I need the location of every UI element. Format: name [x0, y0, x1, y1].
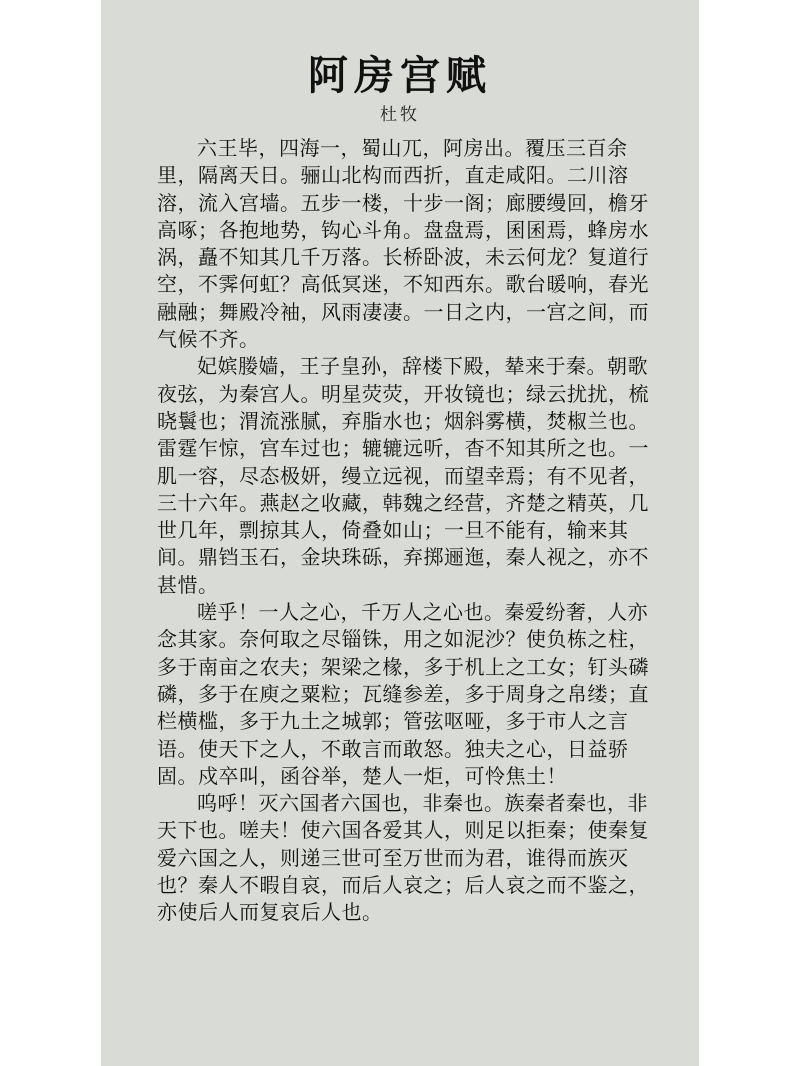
document-title: 阿房宫赋	[308, 52, 492, 99]
paragraph-3: 嗟乎！一人之心，千万人之心也。秦爱纷奢，人亦念其家。奈何取之尽锱铢，用之如泥沙？使负栋之柱，多于南亩之农夫；架梁之椽，多于机上之工女；钉头磷磷，多于在庾之粟粒；瓦缝参差，多于周身之帛缕；直栏横槛，多于九土之城郭；管弦呕哑，多于市人之言语。使天下之人，不敢言而敢怒。独夫之心，日益骄固。戍卒叫，函谷举，楚人一炬，可怜焦土！	[157, 600, 649, 788]
paragraph-2: 妃嫔媵嫱，王子皇孙，辞楼下殿，辇来于秦。朝歌夜弦，为秦宫人。明星荧荧，开妆镜也；绿云扰扰，梳晓鬟也；渭流涨腻，弃脂水也；烟斜雾横，焚椒兰也。雷霆乍惊，宫车过也；辘辘远听，杳不知其所之也。一肌一容，尽态极妍，缦立远视，而望幸焉；有不见者，三十六年。燕赵之收藏，韩魏之经营，齐楚之精英，几世几年，剽掠其人，倚叠如山；一旦不能有，输来其间。鼎铛玉石，金块珠砾，弃掷逦迤，秦人视之，亦不甚惜。	[157, 354, 649, 597]
paragraph-4: 呜呼！灭六国者六国也，非秦也。族秦者秦也，非天下也。嗟夫！使六国各爱其人，则足以拒秦；使秦复爱六国之人，则递三世可至万世而为君，谁得而族灭也？秦人不暇自哀，而后人哀之；后人哀之而不鉴之，亦使后人而复哀后人也。	[157, 791, 649, 925]
document-body	[157, 135, 652, 927]
paragraph-1: 六王毕，四海一，蜀山兀，阿房出。覆压三百余里，隔离天日。骊山北构而西折，直走咸阳。二川溶溶，流入宫墙。五步一楼，十步一阁；廊腰缦回，檐牙高啄；各抱地势，钩心斗角。盘盘焉，囷囷焉，蜂房水涡，矗不知其几千万落。长桥卧波，未云何龙？复道行空，不霁何虹？高低冥迷，不知西东。歌台暖响，春光融融；舞殿冷袖，风雨凄凄。一日之内，一宫之间，而气候不齐。	[157, 136, 649, 352]
document-author: 杜牧	[380, 105, 420, 125]
document-page	[101, 0, 699, 1066]
